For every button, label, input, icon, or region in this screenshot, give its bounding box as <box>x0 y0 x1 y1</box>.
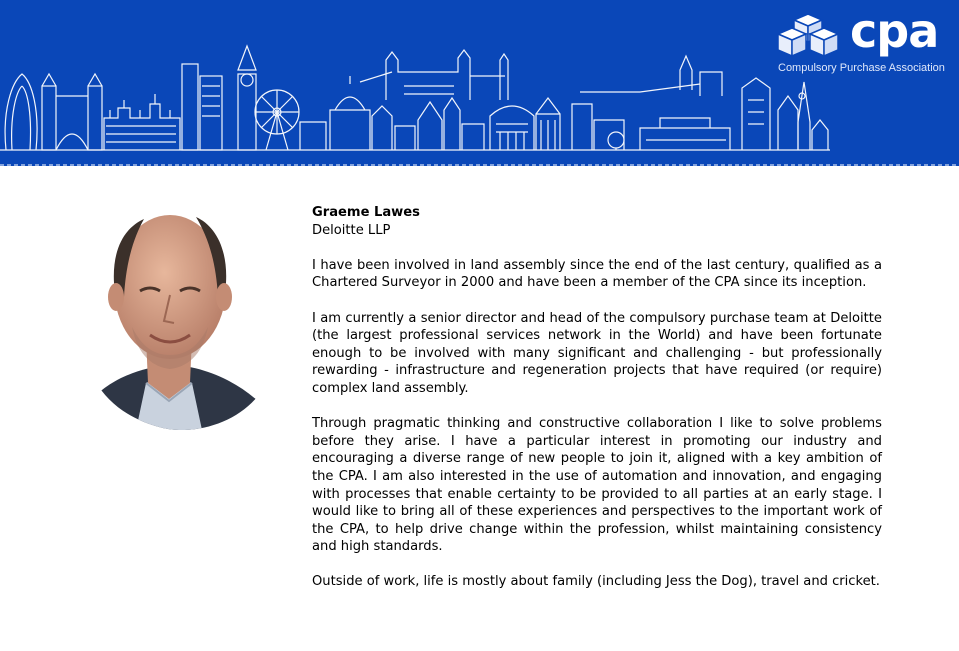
header-banner <box>0 0 959 166</box>
bio-paragraph-4: Outside of work, life is mostly about family (including Jess the Dog), travel and cricket. <box>312 574 880 590</box>
portrait-photo <box>74 187 264 430</box>
profile-name: Graeme Lawes <box>312 205 420 220</box>
cpa-logo-text: cpa <box>850 4 939 58</box>
profile-content <box>312 204 882 609</box>
bio-paragraph-1: I have been involved in land assembly since the end of the last century, qualified as a Chartered Surveyor in 2000 and have been a member of the CPA since its inception. <box>312 257 882 291</box>
bio-paragraph-3: Through pragmatic thinking and constructive collaboration I like to solve problems before they arise. I have a particular interest in promoting our industry and encouraging a diverse range of new people to join it, aligned with a key ambition of the CPA. I am also interested in the use of automation and innovation, and engaging with processes that enable certainty to be provided to all parties at an early stage. I would like to bring all of these experiences and perspectives to the important work of the CPA, to help drive change within the profession, whilst maintaining consistency and high standards. <box>312 416 882 555</box>
bio-paragraph-2: I am currently a senior director and head of the compulsory purchase team at Deloitte (the largest professional services network in the World) and have been fortunate enough to be involved with many significant and challenging - but professionally rewarding - infrastructure and regeneration projects that have required (or require) complex land assembly. <box>312 310 882 396</box>
cpa-logo-subtitle: Compulsory Purchase Association <box>778 62 945 74</box>
profile-header <box>312 204 882 239</box>
profile-company: Deloitte LLP <box>312 222 391 238</box>
